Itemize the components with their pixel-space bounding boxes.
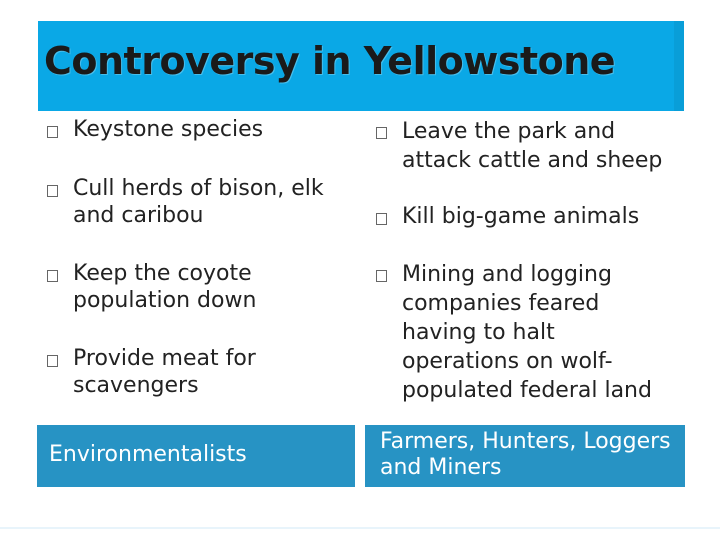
right-bullet-text: Mining and logging companies feared having to halt operations on wolf-populated federal land: [402, 262, 652, 403]
bullet-box-icon: [376, 213, 387, 225]
environmentalists-label-box: [37, 425, 355, 487]
title-bar: [38, 21, 684, 111]
slide-title: Controversy in Yellowstone: [44, 39, 616, 83]
left-bullet-keystone: [47, 116, 347, 143]
title-bar-edge: [674, 21, 684, 111]
left-bullet-text: Keep the coyote population down: [73, 261, 257, 313]
right-bullet-text: Kill big-game animals: [402, 204, 640, 229]
bullet-box-icon: [47, 355, 58, 367]
farmers-label: Farmers, Hunters, Loggers and Miners: [380, 429, 671, 480]
bottom-divider: [0, 527, 720, 529]
environmentalists-label: Environmentalists: [49, 442, 247, 467]
left-bullet-scavengers: [47, 345, 297, 399]
bullet-box-icon: [47, 185, 58, 197]
right-bullet-text: Leave the park and attack cattle and sheep: [402, 119, 663, 173]
left-bullet-text: Keystone species: [73, 117, 264, 142]
bullet-box-icon: [376, 270, 387, 282]
left-bullet-text: Provide meat for scavengers: [73, 346, 256, 398]
bullet-box-icon: [376, 127, 387, 139]
right-bullet-kill: [376, 203, 676, 230]
bullet-box-icon: [47, 270, 58, 282]
right-bullet-mining: [376, 260, 676, 405]
left-bullet-cull: [47, 175, 347, 229]
farmers-label-box: [365, 425, 685, 487]
left-bullet-coyote: [47, 260, 317, 314]
right-bullet-cattle: [376, 117, 676, 175]
bullet-box-icon: [47, 126, 58, 138]
left-bullet-text: Cull herds of bison, elk and caribou: [73, 176, 324, 228]
